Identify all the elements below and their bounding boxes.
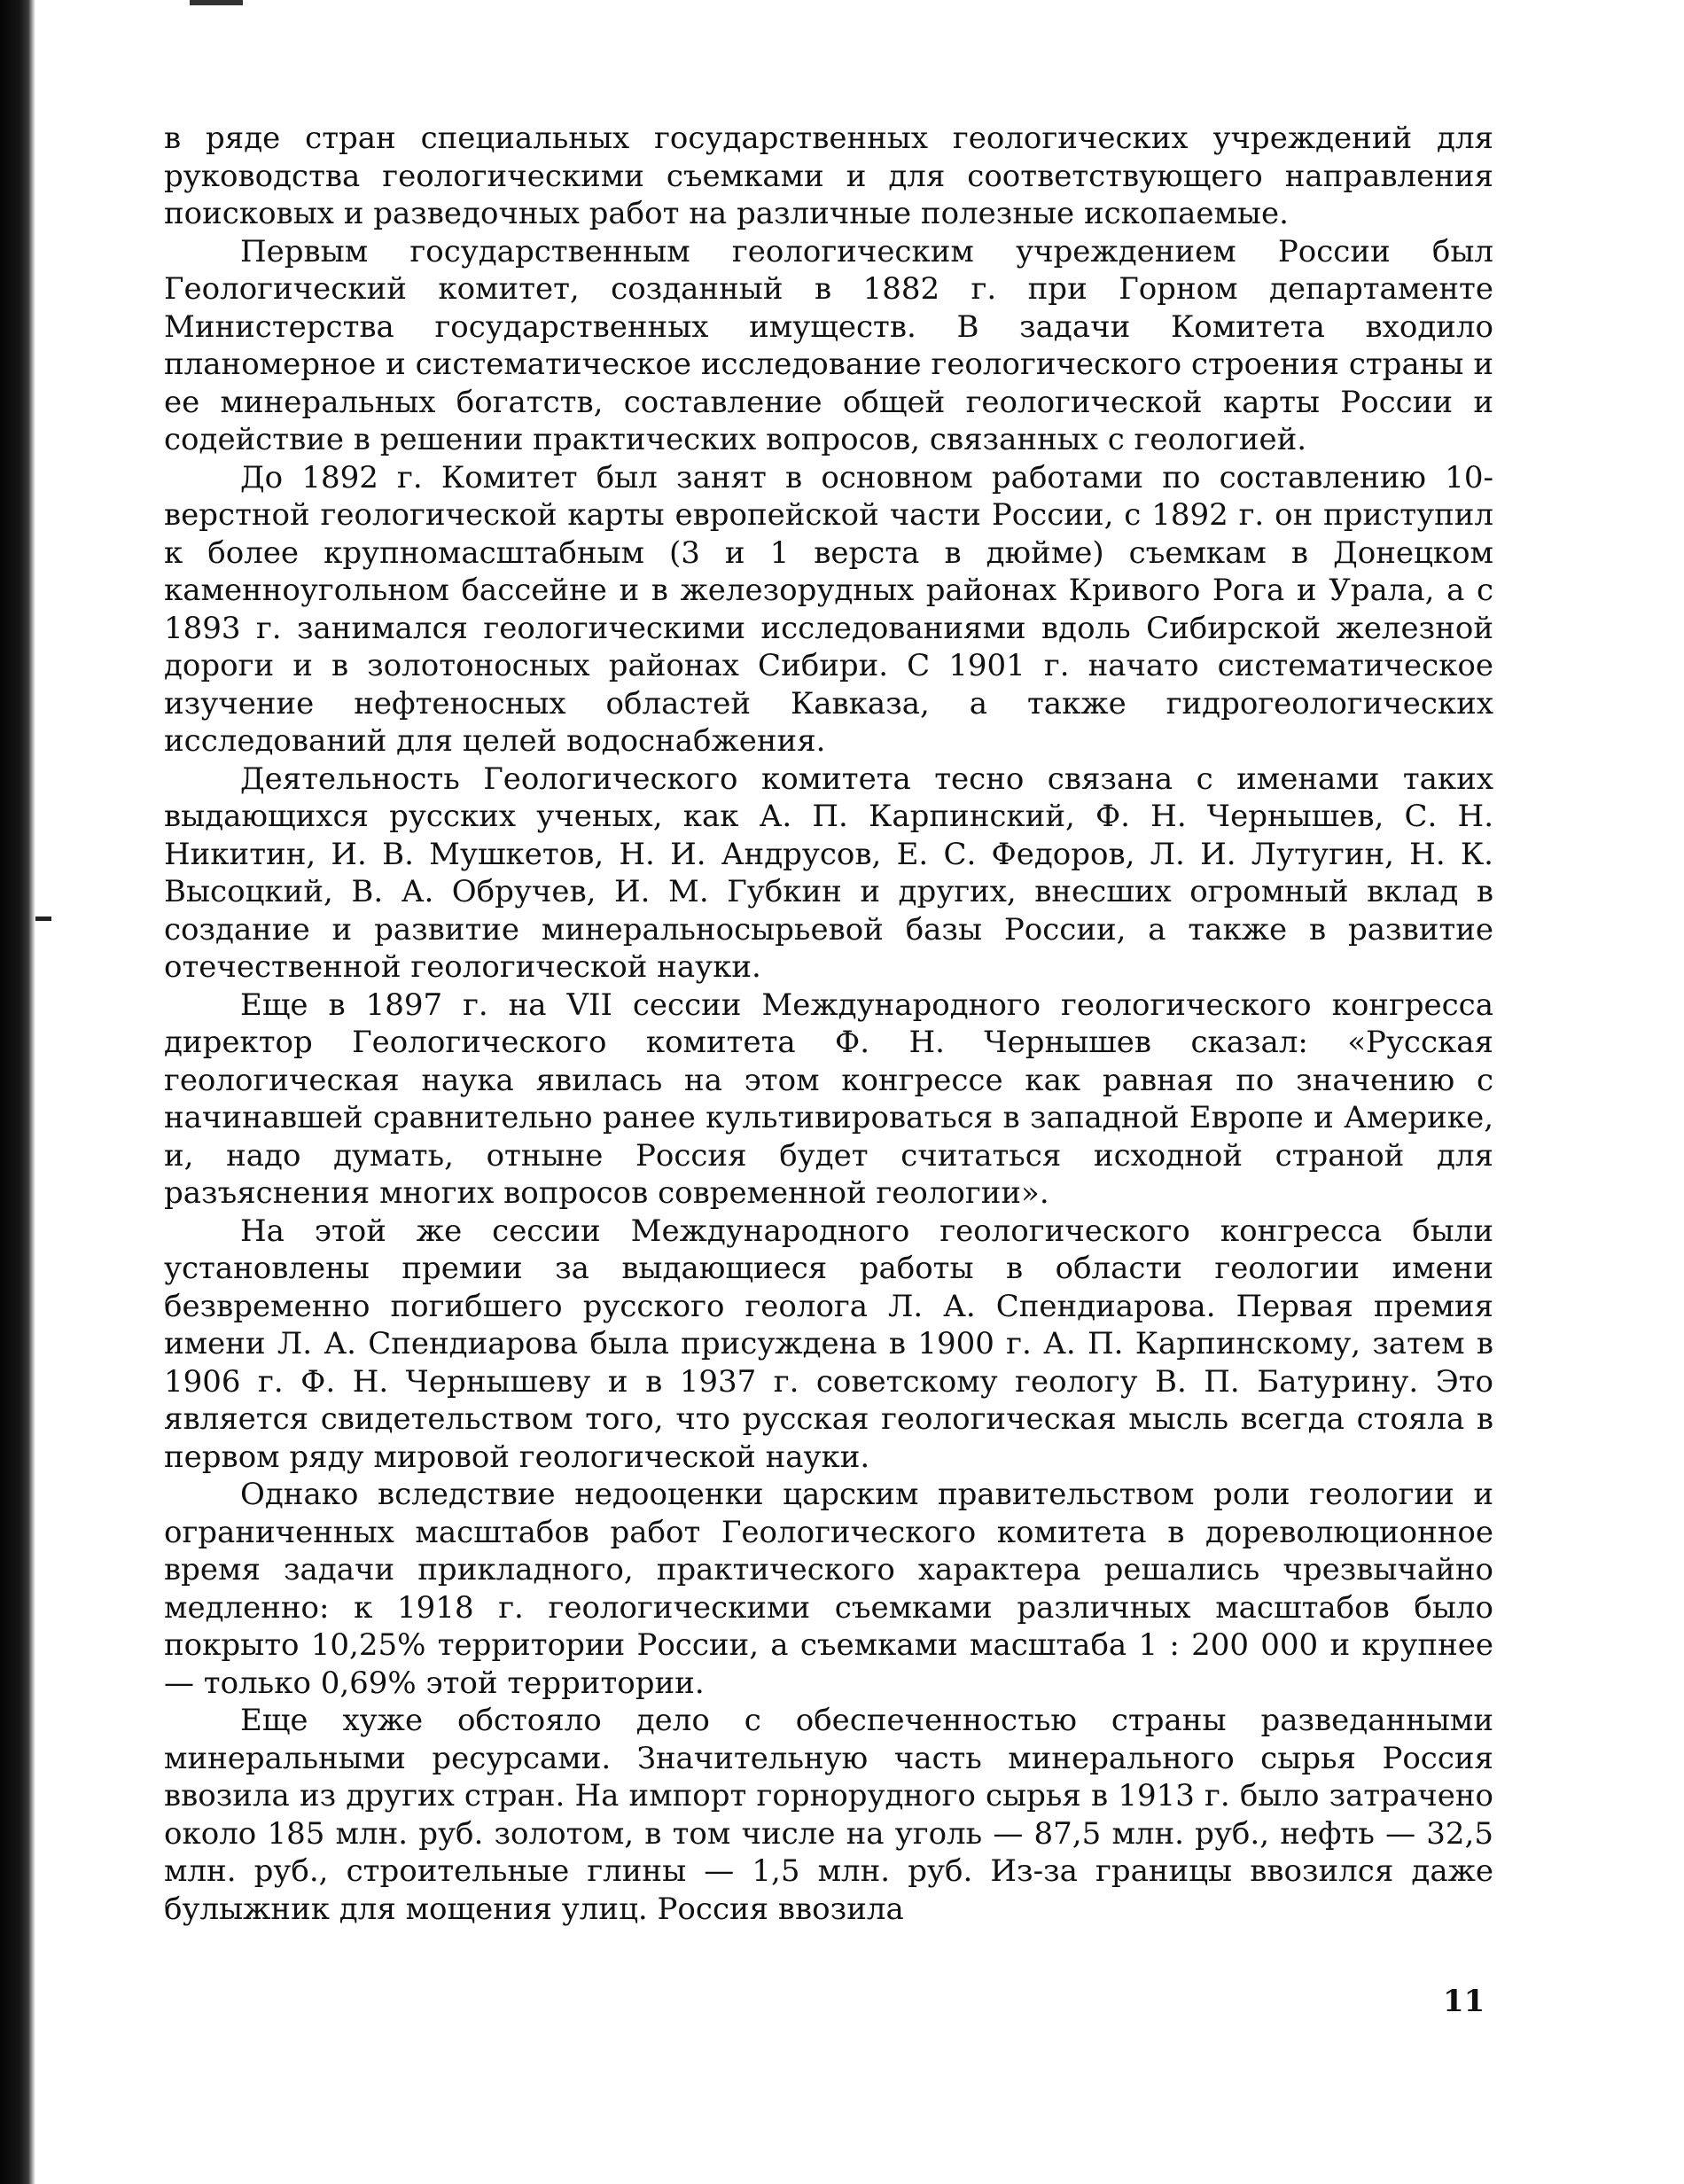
scan-artifact-top: [190, 0, 243, 5]
paragraph: Еще в 1897 г. на VII сессии Международного геологического конгресса директор Геологического комитета Ф. Н. Чернышев сказал: «Русская геологическая наука явилась на этом конгрессе как равная по значению с начинавшей сравнительно ранее культивироваться в западной Европе и Америке, и, надо думать, отныне Россия будет считаться исходной страной для разъяснения многих вопросов современной геологии».: [164, 987, 1493, 1211]
scan-artifact: [35, 916, 51, 921]
paragraph: Однако вследствие недооценки царским правительством роли геологии и ограниченных масштабов работ Геологического комитета в дореволюционное время задачи прикладного, практического характера решались чрезвычайно медленно: к 1918 г. геологическими съемками различных масштабов было покрыто 10,25% территории России, а съемками масштаба 1 : 200 000 и крупнее — только 0,69% этой территории.: [164, 1477, 1493, 1701]
paragraph: в ряде стран специальных государственных геологических учреждений для руководства геологическими съемками и для соответствующего направления поисковых и разведочных работ на различные полезные ископаемые.: [164, 121, 1493, 231]
page-number: 11: [1443, 1984, 1485, 2019]
paragraph: До 1892 г. Комитет был занят в основном работами по составлению 10-верстной геологической карты европейской части России, с 1892 г. он приступил к более крупномасштабным (3 и 1 верста в дюйме) съемкам в Донецком каменноугольном бассейне и в железорудных районах Кривого Рога и Урала, а с 1893 г. занимался геологическими исследованиями вдоль Сибирской железной дороги и в золотоносных районах Сибири. С 1901 г. начато систематическое изучение нефтеносных областей Кавказа, а также гидрогеологических исследований для целей водоснабжения.: [164, 459, 1493, 759]
scan-binding-edge: [0, 0, 35, 2184]
paragraph: На этой же сессии Международного геологического конгресса были установлены премии за выдающиеся работы в области геологии имени безвременно погибшего русского геолога Л. А. Спендиарова. Первая премия имени Л. А. Спендиарова была присуждена в 1900 г. А. П. Карпинскому, затем в 1906 г. Ф. Н. Чернышеву и в 1937 г. советскому геологу В. П. Батурину. Это является свидетельством того, что русская геологическая мысль всегда стояла в первом ряду мировой геологической науки.: [164, 1213, 1493, 1475]
paragraph: Первым государственным геологическим учреждением России был Геологический комитет, созданный в 1882 г. при Горном департаменте Министерства государственных имуществ. В задачи Комитета входило планомерное и систематическое исследование геологического строения страны и ее минеральных богатств, составление общей геологической карты России и содействие в решении практических вопросов, связанных с геологией.: [164, 233, 1493, 457]
paragraph: Еще хуже обстояло дело с обеспеченностью страны разведанными минеральными ресурсами. Значительную часть минерального сырья Россия ввозила из других стран. На импорт горнорудного сырья в 1913 г. было затрачено около 185 млн. руб. золотом, в том числе на уголь — 87,5 млн. руб., нефть — 32,5 млн. руб., строительные глины — 1,5 млн. руб. Из-за границы ввозился даже булыжник для мощения улиц. Россия ввозила: [164, 1703, 1493, 1927]
paragraph: Деятельность Геологического комитета тесно связана с именами таких выдающихся русских ученых, как А. П. Карпинский, Ф. Н. Чернышев, С. Н. Никитин, И. В. Мушкетов, Н. И. Андрусов, Е. С. Федоров, Л. И. Лутугин, Н. К. Высоцкий, В. А. Обручев, И. М. Губкин и других, внесших огромный вклад в создание и развитие минеральносырьевой базы России, а также в развитие отечественной геологической науки.: [164, 760, 1493, 985]
page-body-text: [164, 120, 1493, 1928]
